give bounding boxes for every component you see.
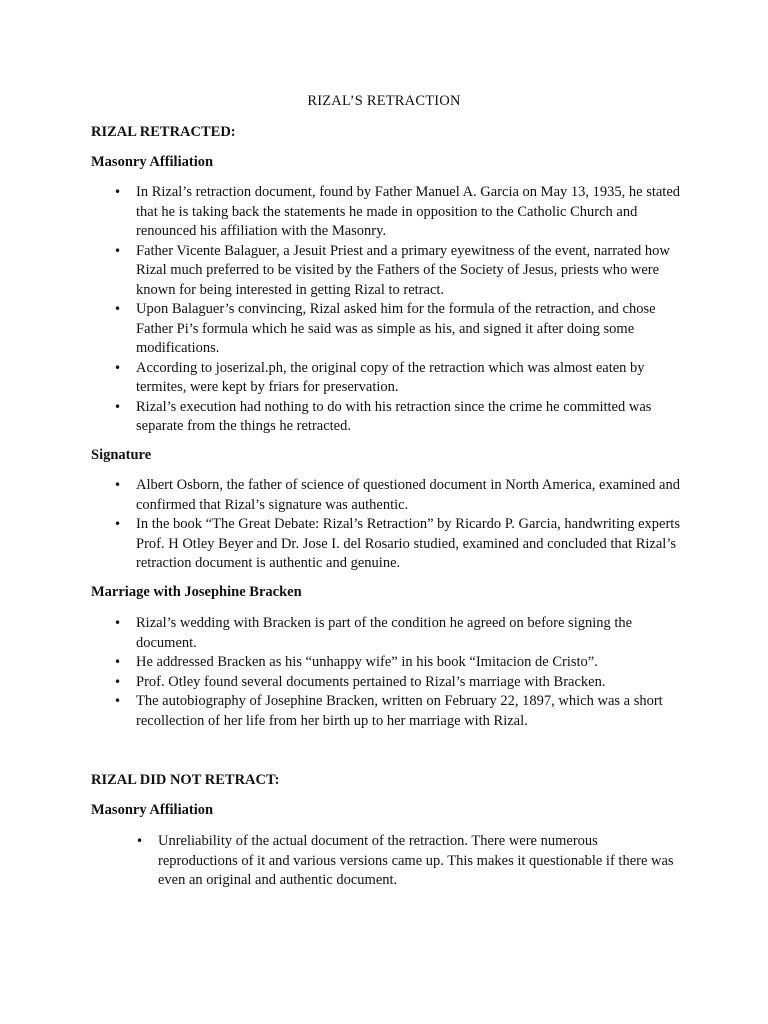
list-item: • Rizal’s execution had nothing to do with his retraction since the crime he committed was separate from the things he retracted.	[136, 398, 681, 437]
list-item: • Albert Osborn, the father of science of questioned document in North America, examined and confirmed that Rizal’s signature was authentic.	[136, 476, 681, 515]
list-item: • The autobiography of Josephine Bracken, written on February 22, 1897, which was a short recollection of her life from her birth up to her marriage with Rizal.	[136, 692, 681, 731]
list-item: • Rizal’s wedding with Bracken is part of the condition he agreed on before signing the document.	[136, 614, 681, 653]
subheading-masonry-affiliation: Masonry Affiliation	[91, 154, 214, 170]
document-title: RIZAL’S RETRACTION	[307, 93, 461, 109]
list-item: • He addressed Bracken as his “unhappy wife” in his book “Imitacion de Cristo”.	[136, 653, 681, 673]
signature-list	[136, 476, 681, 574]
subheading-masonry-affiliation-2: Masonry Affiliation	[91, 802, 214, 818]
subheading-signature: Signature	[91, 447, 152, 463]
list-item: • In Rizal’s retraction document, found by Father Manuel A. Garcia on May 13, 1935, he stated that he is taking back the statements he made in opposition to the Catholic Church and renounced his affiliation with the Masonry.	[136, 183, 681, 242]
section-heading-did-not-retract: RIZAL DID NOT RETRACT:	[91, 772, 280, 788]
list-item: • According to joserizal.ph, the original copy of the retraction which was almost eaten by termites, were kept by friars for preservation.	[136, 359, 681, 398]
section-heading-retracted: RIZAL RETRACTED:	[91, 124, 236, 140]
marriage-list	[136, 614, 681, 731]
subheading-marriage: Marriage with Josephine Bracken	[91, 584, 302, 600]
list-item: • Unreliability of the actual document of the retraction. There were numerous reproductions of it and various versions came up. This makes it questionable if there was even an original and authentic document.	[158, 832, 676, 891]
masonry-affiliation-list	[136, 183, 681, 437]
masonry-affiliation-list-2	[158, 832, 676, 891]
list-item: • Prof. Otley found several documents pertained to Rizal’s marriage with Bracken.	[136, 673, 681, 693]
list-item: • Father Vicente Balaguer, a Jesuit Priest and a primary eyewitness of the event, narrated how Rizal much preferred to be visited by the Fathers of the Society of Jesus, priests who were known for being interested in getting Rizal to retract.	[136, 242, 681, 301]
list-item: • In the book “The Great Debate: Rizal’s Retraction” by Ricardo P. Garcia, handwriting experts Prof. H Otley Beyer and Dr. Jose I. del Rosario studied, examined and concluded that Rizal’s retraction document is authentic and genuine.	[136, 515, 681, 574]
list-item: • Upon Balaguer’s convincing, Rizal asked him for the formula of the retraction, and chose Father Pi’s formula which he said was as simple as his, and signed it after doing some modifications.	[136, 300, 681, 359]
